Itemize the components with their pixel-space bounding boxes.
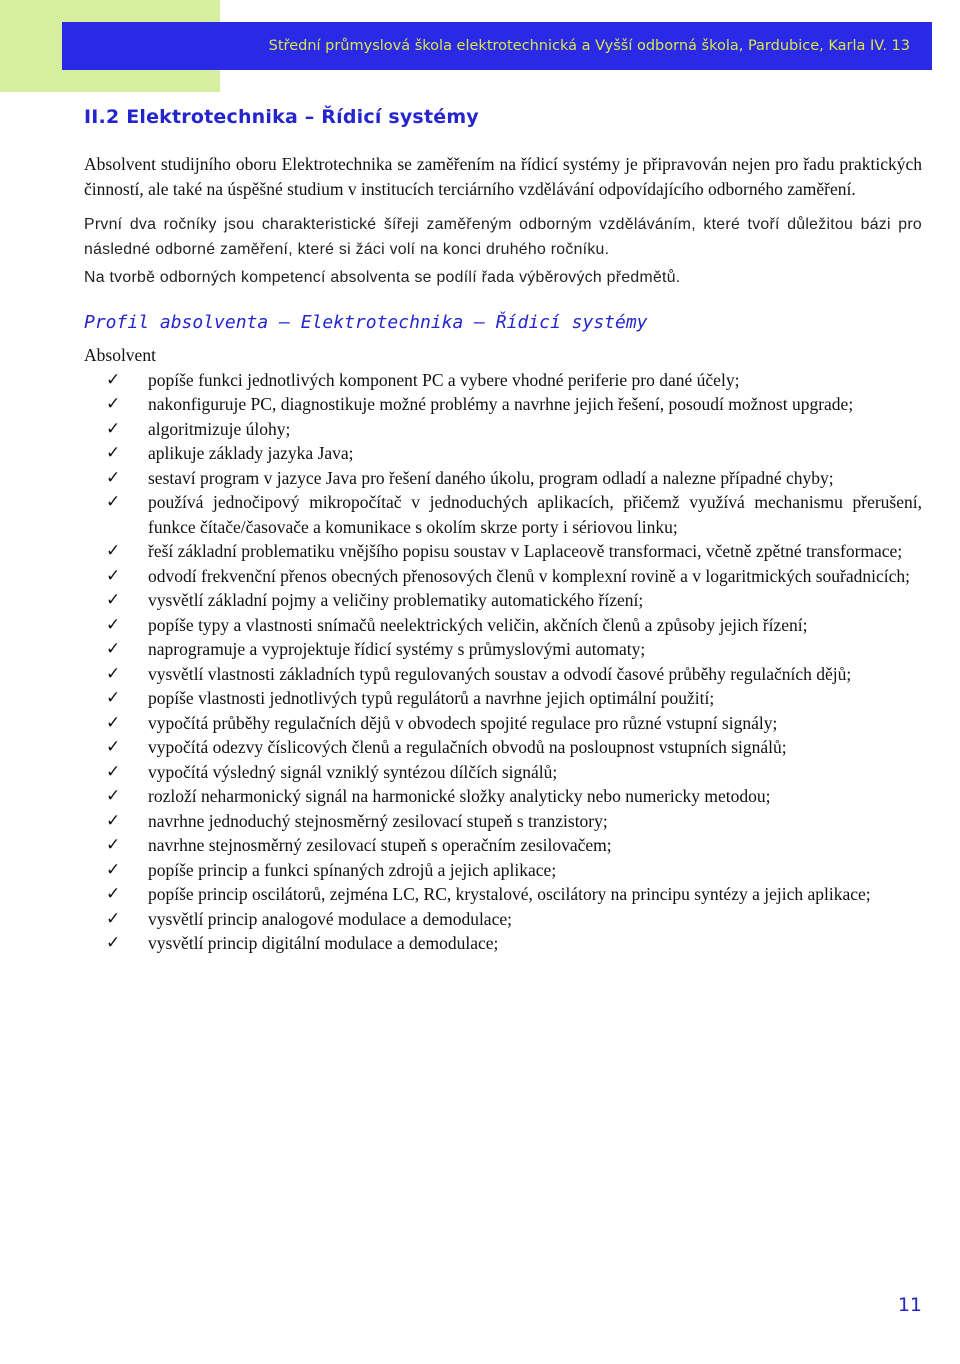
list-item bbox=[84, 637, 922, 662]
list-item-text: popíše vlastnosti jednotlivých typů regulátorů a navrhne jejich optimální použití; bbox=[148, 688, 715, 708]
list-item bbox=[84, 466, 922, 491]
list-item-text: navrhne jednoduchý stejnosměrný zesilovací stupeň s tranzistory; bbox=[148, 810, 608, 831]
check-icon: ✓ bbox=[106, 639, 121, 659]
check-icon: ✓ bbox=[106, 884, 121, 904]
list-item-text: vysvětlí princip digitální modulace a demodulace; bbox=[148, 933, 499, 953]
profile-title: Profil absolventa – Elektrotechnika – Řídicí systémy bbox=[84, 311, 648, 333]
list-item-text: vypočítá výsledný signál vzniklý syntézou dílčích signálů; bbox=[148, 761, 558, 782]
list-item bbox=[84, 735, 922, 760]
list-item bbox=[84, 539, 922, 564]
list-item bbox=[84, 833, 922, 858]
list-item-text: vypočítá průběhy regulačních dějů v obvodech spojité regulace pro různé vstupní signály; bbox=[148, 712, 778, 733]
check-icon: ✓ bbox=[106, 541, 121, 561]
list-item bbox=[84, 907, 922, 932]
check-icon: ✓ bbox=[106, 688, 121, 708]
document-body bbox=[84, 152, 922, 956]
check-icon: ✓ bbox=[106, 443, 121, 463]
check-icon: ✓ bbox=[106, 663, 121, 684]
list-item-text: vypočítá odezvy číslicových členů a regulačních obvodů na posloupnost vstupních signálů; bbox=[148, 737, 787, 757]
check-icon: ✓ bbox=[106, 908, 121, 929]
list-item bbox=[84, 760, 922, 785]
check-icon: ✓ bbox=[106, 810, 121, 831]
list-item-text: aplikuje základy jazyka Java; bbox=[148, 443, 354, 463]
list-item-text: vysvětlí základní pojmy a veličiny problematiky automatického řízení; bbox=[148, 590, 644, 610]
header-school-name: Střední průmyslová škola elektrotechnická a Vyšší odborná škola, Pardubice, Karla IV. 13 bbox=[268, 38, 910, 54]
list-item-text: odvodí frekvenční přenos obecných přenosových členů v komplexní rovině a v logaritmických souřadnicích; bbox=[148, 565, 911, 586]
check-icon: ✓ bbox=[106, 859, 121, 880]
list-item-text: vysvětlí princip analogové modulace a demodulace; bbox=[148, 908, 512, 929]
list-item-text: popíše princip a funkci spínaných zdrojů a jejich aplikace; bbox=[148, 859, 557, 880]
list-item-text: používá jednočipový mikropočítač v jednoduchých aplikacích, přičemž využívá mechanismu přerušení, funkce čítače/časovače a komunikace s okolím skrze porty i sériovou linku; bbox=[148, 492, 922, 537]
intro-paragraph: Absolvent studijního oboru Elektrotechnika se zaměřením na řídicí systémy je připravován nejen pro řadu praktických činností, ale také na úspěšné studium v institucích terciárního vzdělávání odpovídajícího odborného zaměření. bbox=[84, 154, 922, 199]
list-item-text: popíše princip oscilátorů, zejména LC, RC, krystalové, oscilátory na principu syntézy a jejich aplikace; bbox=[148, 884, 871, 904]
list-item-text: popíše typy a vlastnosti snímačů neelektrických veličin, akčních členů a způsoby jejich řízení; bbox=[148, 614, 808, 635]
list-item bbox=[84, 441, 922, 466]
list-item bbox=[84, 784, 922, 809]
list-item-text: sestaví program v jazyce Java pro řešení daného úkolu, program odladí a nalezne případné chyby; bbox=[148, 467, 834, 488]
list-item bbox=[84, 564, 922, 589]
paragraph-competencies: Na tvorbě odborných kompetencí absolventa se podílí řada výběrových předmětů. bbox=[84, 269, 681, 286]
check-icon: ✓ bbox=[106, 614, 121, 635]
check-icon: ✓ bbox=[106, 712, 121, 733]
list-item bbox=[84, 686, 922, 711]
list-item-text: popíše funkci jednotlivých komponent PC a vybere vhodné periferie pro dané účely; bbox=[148, 369, 740, 390]
list-item-text: naprogramuje a vyprojektuje řídicí systémy s průmyslovými automaty; bbox=[148, 639, 646, 659]
check-icon: ✓ bbox=[106, 467, 121, 488]
check-icon: ✓ bbox=[106, 590, 121, 610]
list-item bbox=[84, 588, 922, 613]
profile-intro: Absolvent bbox=[84, 345, 156, 365]
list-item-text: nakonfiguruje PC, diagnostikuje možné problémy a navrhne jejich řešení, posoudí možnost upgrade; bbox=[148, 394, 854, 414]
list-item-text: algoritmizuje úlohy; bbox=[148, 418, 291, 439]
list-item-text: řeší základní problematiku vnějšího popisu soustav v Laplaceově transformaci, včetně zpětné transformace; bbox=[148, 541, 903, 561]
check-icon: ✓ bbox=[106, 418, 121, 439]
list-item bbox=[84, 931, 922, 956]
list-item bbox=[84, 711, 922, 736]
list-item-text: rozloží neharmonický signál na harmonické složky analyticky nebo numericky metodou; bbox=[148, 786, 771, 806]
page-number: 11 bbox=[897, 1294, 922, 1316]
list-item bbox=[84, 417, 922, 442]
check-icon: ✓ bbox=[106, 835, 121, 855]
check-icon: ✓ bbox=[106, 761, 121, 782]
skills-list bbox=[84, 368, 922, 956]
check-icon: ✓ bbox=[106, 394, 121, 414]
list-item bbox=[84, 490, 922, 539]
list-item bbox=[84, 858, 922, 883]
list-item bbox=[84, 882, 922, 907]
paragraph-first-years: První dva ročníky jsou charakteristické šířeji zaměřeným odborným vzděláváním, které tvoří důležitou bázi pro následné odborné zaměření, které si žáci volí na konci druhého ročníku. bbox=[84, 216, 922, 258]
list-item bbox=[84, 392, 922, 417]
list-item-text: vysvětlí vlastnosti základních typů regulovaných soustav a odvodí časové průběhy regulačních dějů; bbox=[148, 663, 852, 684]
list-item bbox=[84, 809, 922, 834]
section-title: II.2 Elektrotechnika – Řídicí systémy bbox=[84, 106, 479, 128]
list-item bbox=[84, 368, 922, 393]
check-icon: ✓ bbox=[106, 786, 121, 806]
list-item bbox=[84, 613, 922, 638]
check-icon: ✓ bbox=[106, 737, 121, 757]
list-item-text: navrhne stejnosměrný zesilovací stupeň s operačním zesilovačem; bbox=[148, 835, 612, 855]
check-icon: ✓ bbox=[106, 933, 121, 953]
list-item bbox=[84, 662, 922, 687]
check-icon: ✓ bbox=[106, 369, 121, 390]
check-icon: ✓ bbox=[106, 565, 121, 586]
header-bar bbox=[62, 22, 932, 70]
check-icon: ✓ bbox=[106, 492, 121, 512]
